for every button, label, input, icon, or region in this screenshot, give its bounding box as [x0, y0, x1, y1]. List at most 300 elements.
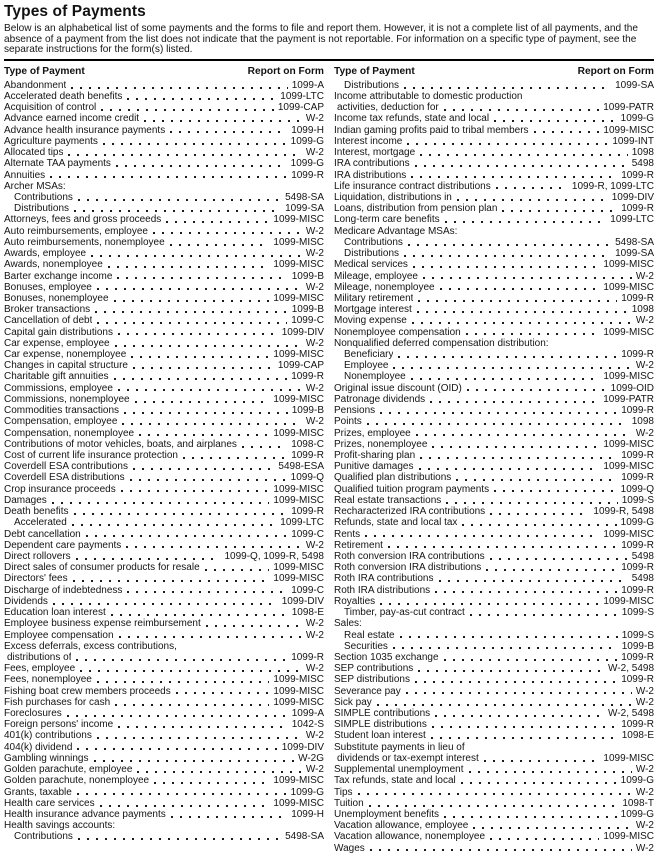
payment-row: [4, 271, 324, 282]
dot-leader: [97, 282, 302, 293]
payment-type-label: Nonemployee: [344, 371, 406, 383]
column-header-form: Report on Form: [247, 65, 324, 77]
payment-type-label: Advance earned income credit: [4, 113, 140, 125]
payment-group-header: [4, 820, 324, 831]
payment-row: [4, 596, 324, 607]
payment-row: [4, 226, 324, 237]
dot-leader: [97, 674, 270, 685]
dot-leader: [490, 831, 599, 842]
dot-leader: [135, 394, 270, 405]
column-header-row: [4, 66, 324, 77]
payment-row: [334, 80, 654, 91]
report-form-value: 1099-Q, 1099-R, 5498: [224, 550, 324, 562]
payment-row: [334, 405, 654, 416]
report-form-value: 1099-INT: [612, 135, 654, 147]
dot-leader: [420, 147, 628, 158]
report-form-value: 1099-R: [621, 584, 654, 596]
report-form-value: W-2, 5498: [608, 663, 654, 675]
report-form-value: 1099-Q: [290, 472, 324, 484]
dot-leader: [419, 461, 600, 472]
payment-type-label: Medical services: [334, 259, 408, 271]
payment-row: [4, 641, 324, 652]
payment-row: [334, 495, 654, 506]
report-form-value: 1099-LTC: [610, 214, 654, 226]
payment-row: [334, 125, 654, 136]
dot-leader: [137, 764, 301, 775]
payment-row: [334, 315, 654, 326]
payment-row: [4, 730, 324, 741]
payment-row: [334, 697, 654, 708]
payment-row: [334, 472, 654, 483]
report-form-value: 1099-MISC: [273, 259, 324, 271]
payment-row: [4, 416, 324, 427]
payment-type-label: Points: [334, 416, 362, 428]
dot-leader: [73, 573, 270, 584]
dot-leader: [490, 506, 589, 517]
payment-row: [4, 428, 324, 439]
payment-type-label: Commissions, employee: [4, 382, 113, 394]
payment-type-label: Nonemployee compensation: [334, 326, 461, 338]
dot-leader: [103, 136, 287, 147]
payment-type-label: Dependent care payments: [4, 539, 122, 551]
report-form-value: W-2: [305, 764, 324, 776]
payment-row: [4, 775, 324, 786]
payment-type-label: IRA contributions: [334, 158, 410, 170]
payment-row: [334, 461, 654, 472]
payment-row: [4, 708, 324, 719]
payment-row: [334, 371, 654, 382]
report-form-value: 1099-B: [291, 405, 324, 417]
report-form-value: 1099-R: [291, 371, 324, 383]
report-form-value: 1099-MISC: [273, 236, 324, 248]
report-form-value: 1099-PATR: [603, 393, 654, 405]
report-form-value: 1098-T: [622, 797, 654, 809]
payment-type-label: Barter exchange income: [4, 270, 113, 282]
payment-type-label: Attorneys, fees and gross proceeds: [4, 214, 162, 226]
report-form-value: 1099-R: [621, 674, 654, 686]
payment-type-label: Compensation, employee: [4, 416, 118, 428]
dot-leader: [77, 787, 287, 798]
payment-type-label: Distributions: [14, 203, 70, 215]
report-form-value: 1099-SA: [285, 203, 324, 215]
dot-leader: [467, 383, 607, 394]
payment-row: [334, 517, 654, 528]
report-form-value: 1099-MISC: [273, 797, 324, 809]
payment-row: [334, 529, 654, 540]
dot-leader: [78, 192, 281, 203]
payment-row: [4, 585, 324, 596]
report-form-value: 1099-R: [621, 169, 654, 181]
payment-type-label: Car expense, nonemployee: [4, 349, 127, 361]
report-form-value: 1099-R: [621, 651, 654, 663]
payment-row: [4, 674, 324, 685]
payment-row: [334, 113, 654, 124]
payment-type-label: Royalties: [334, 595, 376, 607]
dot-leader: [415, 158, 628, 169]
dot-leader: [435, 708, 604, 719]
dot-leader: [91, 248, 302, 259]
payment-type-label: Long-term care benefits: [334, 214, 440, 226]
payment-type-label: Mortgage interest: [334, 304, 412, 316]
payment-type-label: Prizes, nonemployee: [334, 438, 428, 450]
payment-row: [4, 461, 324, 472]
payment-type-label: Tuition: [334, 797, 364, 809]
payment-type-label: Real estate: [344, 629, 395, 641]
payment-row: [334, 428, 654, 439]
report-form-value: 1099-OID: [610, 382, 654, 394]
payment-type-label: Substitute payments in lieu of: [334, 741, 465, 753]
payment-row: [334, 764, 654, 775]
payment-type-label: Abandonment: [4, 79, 67, 91]
report-form-value: 5498-SA: [615, 236, 654, 248]
report-form-value: 1099-R: [621, 349, 654, 361]
report-form-value: 1099-MISC: [273, 696, 324, 708]
payment-type-label: Employee: [344, 360, 389, 372]
payment-type-label: Death benefits: [4, 506, 69, 518]
dot-leader: [370, 843, 632, 854]
dot-leader: [461, 775, 617, 786]
payment-row: [4, 80, 324, 91]
payment-row: [334, 327, 654, 338]
payment-row: [4, 484, 324, 495]
payment-group-header: [334, 618, 654, 629]
payment-row: [4, 158, 324, 169]
dot-leader: [416, 428, 632, 439]
report-form-value: W-2: [305, 147, 324, 159]
payment-row: [4, 147, 324, 158]
report-form-value: 1099-MISC: [603, 831, 654, 843]
dot-leader: [183, 450, 287, 461]
payment-row: [334, 596, 654, 607]
payment-type-label: Roth conversion IRA contributions: [334, 550, 485, 562]
dot-leader: [420, 450, 617, 461]
report-form-value: W-2: [635, 360, 654, 372]
dot-leader: [144, 113, 302, 124]
payment-row: [334, 652, 654, 663]
payment-row: [4, 753, 324, 764]
report-form-value: W-2: [305, 629, 324, 641]
payment-row: [334, 607, 654, 618]
payment-type-label: Timber, pay-as-cut contract: [344, 607, 465, 619]
dot-leader: [71, 80, 287, 91]
report-form-value: 5498-SA: [285, 831, 324, 843]
payment-type-label: Accelerated: [14, 517, 67, 529]
payment-row: [4, 293, 324, 304]
payment-type-label: Fees, employee: [4, 663, 76, 675]
dot-leader: [127, 91, 276, 102]
dot-leader: [117, 271, 287, 282]
dot-leader: [67, 708, 288, 719]
payment-type-label: Liquidation, distributions in: [334, 191, 452, 203]
payment-type-label: Nonqualified deferred compensation distribution:: [334, 337, 549, 349]
report-form-value: 1042-S: [291, 719, 324, 731]
report-form-value: W-2: [635, 764, 654, 776]
payment-row: [334, 775, 654, 786]
report-form-value: 1099-R: [621, 472, 654, 484]
payment-type-label: Archer MSAs:: [4, 180, 66, 192]
dot-leader: [418, 663, 604, 674]
report-form-value: 1099-MISC: [603, 124, 654, 136]
payment-type-label: Alternate TAA payments: [4, 158, 111, 170]
report-form-value: 1099-R, 5498: [593, 506, 654, 518]
dot-leader: [484, 753, 600, 764]
payment-type-label: Pensions: [334, 405, 376, 417]
report-form-value: 1099-R: [291, 169, 324, 181]
payment-row: [334, 214, 654, 225]
report-form-value: 1099-R: [621, 539, 654, 551]
dot-leader: [170, 237, 270, 248]
report-form-value: 1099-R: [621, 292, 654, 304]
payment-type-label: Car expense, employee: [4, 337, 110, 349]
payment-type-label: Original issue discount (OID): [334, 382, 462, 394]
dot-leader: [80, 663, 302, 674]
payment-row: [4, 506, 324, 517]
report-form-value: W-2: [635, 820, 654, 832]
dot-leader: [494, 113, 617, 124]
dot-leader: [126, 540, 302, 551]
payment-row: [334, 282, 654, 293]
report-form-value: 1099-B: [291, 270, 324, 282]
payment-type-label: Refunds, state and local tax: [334, 517, 458, 529]
report-form-value: 1099-H: [291, 124, 324, 136]
report-form-value: 1099-S: [621, 494, 654, 506]
report-form-value: 1099-DIV: [281, 741, 324, 753]
payment-type-label: Contributions: [14, 191, 73, 203]
report-form-value: 5498: [631, 573, 654, 585]
dot-leader: [440, 282, 600, 293]
payment-type-label: Punitive damages: [334, 461, 414, 473]
payment-type-label: Life insurance contract distributions: [334, 180, 491, 192]
payment-type-label: Annuities: [4, 169, 46, 181]
report-form-value: 1099-R: [621, 450, 654, 461]
dot-leader: [171, 809, 287, 820]
payment-row: [334, 831, 654, 842]
payment-type-label: Sales:: [334, 618, 362, 630]
payment-type-label: Tips: [334, 786, 353, 798]
report-form-value: 1099-MISC: [273, 562, 324, 574]
payment-row: [4, 573, 324, 584]
dot-leader: [406, 686, 632, 697]
report-form-value: W-2: [305, 618, 324, 630]
payment-type-label: Bonuses, employee: [4, 281, 92, 293]
payment-row: [334, 416, 654, 427]
payment-row: [4, 113, 324, 124]
dot-leader: [176, 686, 270, 697]
payment-type-label: IRA distributions: [334, 169, 407, 181]
report-form-value: W-2: [305, 382, 324, 394]
report-form-value: 1099-C: [291, 528, 324, 540]
report-form-value: 1099-R: [291, 506, 324, 518]
payment-row: [4, 259, 324, 270]
dot-leader: [369, 798, 619, 809]
dot-leader: [170, 125, 287, 136]
report-form-value: W-2: [305, 337, 324, 349]
payment-row: [334, 349, 654, 360]
dot-leader: [74, 203, 281, 214]
report-form-value: W-2: [305, 663, 324, 675]
column-header-row: [334, 66, 654, 77]
payment-type-label: Fish purchases for cash: [4, 696, 111, 708]
dot-leader: [534, 125, 600, 136]
report-form-value: 1099-G: [620, 775, 654, 787]
dot-leader: [133, 461, 274, 472]
payment-row: [4, 630, 324, 641]
dot-leader: [119, 630, 302, 641]
payment-type-label: Dividends: [4, 595, 48, 607]
report-form-value: 1099-MISC: [273, 573, 324, 585]
column-header-type: Type of Payment: [4, 65, 85, 77]
payment-type-label: Vacation allowance, nonemployee: [334, 831, 486, 843]
report-form-value: W-2G: [298, 752, 324, 764]
dot-leader: [121, 484, 270, 495]
dot-leader: [456, 472, 617, 483]
dot-leader: [407, 136, 608, 147]
dot-leader: [404, 248, 611, 259]
dot-leader: [415, 674, 617, 685]
dot-leader: [408, 237, 611, 248]
payment-type-label: Tax refunds, state and local: [334, 775, 456, 787]
payment-type-label: SEP contributions: [334, 663, 414, 675]
payment-type-label: Contributions: [344, 236, 403, 248]
dot-leader: [444, 809, 617, 820]
payment-row: [4, 203, 324, 214]
payment-row: [4, 125, 324, 136]
payment-type-label: Beneficiary: [344, 349, 394, 361]
payment-row: [334, 585, 654, 596]
payment-row: [4, 304, 324, 315]
report-form-value: 1099-DIV: [281, 326, 324, 338]
dot-leader: [418, 293, 617, 304]
payment-type-label: Wages: [334, 842, 365, 854]
payment-type-label: Golden parachute, nonemployee: [4, 775, 150, 787]
payment-type-label: Employee compensation: [4, 629, 114, 641]
dot-leader: [131, 349, 269, 360]
payment-row: [334, 708, 654, 719]
report-form-value: 1098-E: [291, 607, 324, 619]
report-form-value: 1099-Q: [620, 483, 654, 495]
dot-leader: [242, 439, 287, 450]
dot-leader: [494, 484, 617, 495]
payment-type-label: Student loan interest: [334, 730, 426, 742]
payment-row: [4, 383, 324, 394]
payment-row: [4, 371, 324, 382]
payment-type-label: Military retirement: [334, 292, 414, 304]
payment-type-label: Broker transactions: [4, 304, 91, 316]
dot-leader: [413, 259, 600, 270]
report-form-value: 1099-CAP: [277, 102, 324, 114]
payment-type-label: Fees, nonemployee: [4, 674, 92, 686]
dot-leader: [68, 147, 301, 158]
dot-leader: [53, 596, 278, 607]
report-form-value: 1099-A: [291, 708, 324, 720]
payment-type-label: Foreclosures: [4, 708, 62, 720]
report-form-value: W-2: [305, 248, 324, 260]
dot-leader: [417, 304, 628, 315]
payment-row: [4, 237, 324, 248]
payment-row: [4, 607, 324, 618]
dot-leader: [166, 214, 269, 225]
dot-leader: [111, 607, 288, 618]
report-form-value: W-2: [635, 685, 654, 697]
payment-type-label: Excess deferrals, excess contributions,: [4, 640, 177, 652]
payment-type-label: distributions of: [7, 651, 72, 663]
payment-row: [4, 562, 324, 573]
payment-row: [334, 259, 654, 270]
payment-type-label: Auto reimbursements, employee: [4, 225, 148, 237]
dot-leader: [432, 719, 617, 730]
payment-row: [334, 450, 654, 461]
payment-row: [4, 405, 324, 416]
report-form-value: W-2: [635, 315, 654, 327]
payment-row: [4, 338, 324, 349]
payment-row: [334, 641, 654, 652]
payment-row: [4, 831, 324, 842]
payment-type-label: Income attributable to domestic production: [334, 91, 523, 102]
payment-type-label: Contributions: [14, 831, 73, 843]
payment-type-label: Moving expense: [334, 315, 407, 327]
dot-leader: [380, 596, 599, 607]
report-form-value: 5498-SA: [285, 191, 324, 203]
payment-type-label: Advance health insurance payments: [4, 124, 166, 136]
payment-type-label: Foreign persons' income: [4, 719, 114, 731]
payment-type-label: Changes in capital structure: [4, 360, 128, 372]
payment-type-label: SIMPLE contributions: [334, 708, 431, 720]
payment-group-header: [334, 338, 654, 349]
payment-row: [334, 843, 654, 854]
report-form-value: 1099-G: [620, 517, 654, 529]
report-form-value: 1099-DIV: [281, 595, 324, 607]
dot-leader: [365, 529, 599, 540]
payment-type-label: activities, deduction for: [337, 102, 439, 114]
page-title: Types of Payments: [4, 3, 146, 20]
report-form-value: 1099-MISC: [273, 674, 324, 686]
dot-leader: [139, 428, 269, 439]
dot-leader: [97, 730, 302, 741]
report-form-value: 1099-MISC: [603, 595, 654, 607]
intro-text: Below is an alphabetical list of some payments and the forms to file and report them. However, it is not a complete list of all payments, and the absence of a payment from the list does not indicate that the payment is not reportable. For information on a specific type of payment, see the separate instructions for the form(s) listed.: [4, 23, 638, 56]
payment-type-label: Grants, taxable: [4, 786, 72, 798]
report-form-value: W-2, 5498: [608, 708, 654, 720]
payment-group-header: [4, 181, 324, 192]
report-form-value: 1098: [631, 304, 654, 316]
dot-leader: [153, 226, 302, 237]
report-form-value: 1099-LTC: [280, 517, 324, 529]
payment-row: [4, 495, 324, 506]
report-form-value: 1099-R, 1099-LTC: [571, 180, 654, 192]
report-form-value: 1098-E: [621, 730, 654, 742]
payment-row: [334, 102, 654, 113]
report-form-value: 1099-LTC: [280, 91, 324, 102]
payment-type-label: Direct rollovers: [4, 550, 71, 562]
payment-row: [4, 136, 324, 147]
report-form-value: 1099-C: [291, 584, 324, 596]
payment-row: [4, 742, 324, 753]
column-header-type: Type of Payment: [334, 65, 415, 77]
dot-leader: [130, 472, 287, 483]
dot-leader: [430, 394, 599, 405]
dot-leader: [444, 652, 618, 663]
payment-type-label: Golden parachute, employee: [4, 764, 133, 776]
dot-leader: [446, 495, 617, 506]
report-form-value: W-2: [305, 281, 324, 293]
report-form-value: 1099-R: [621, 203, 654, 215]
dot-leader: [400, 630, 618, 641]
payment-row: [334, 237, 654, 248]
payment-type-label: Acquisition of control: [4, 102, 97, 114]
payment-row: [4, 360, 324, 371]
report-form-value: 1099-MISC: [273, 427, 324, 439]
payment-row: [4, 282, 324, 293]
